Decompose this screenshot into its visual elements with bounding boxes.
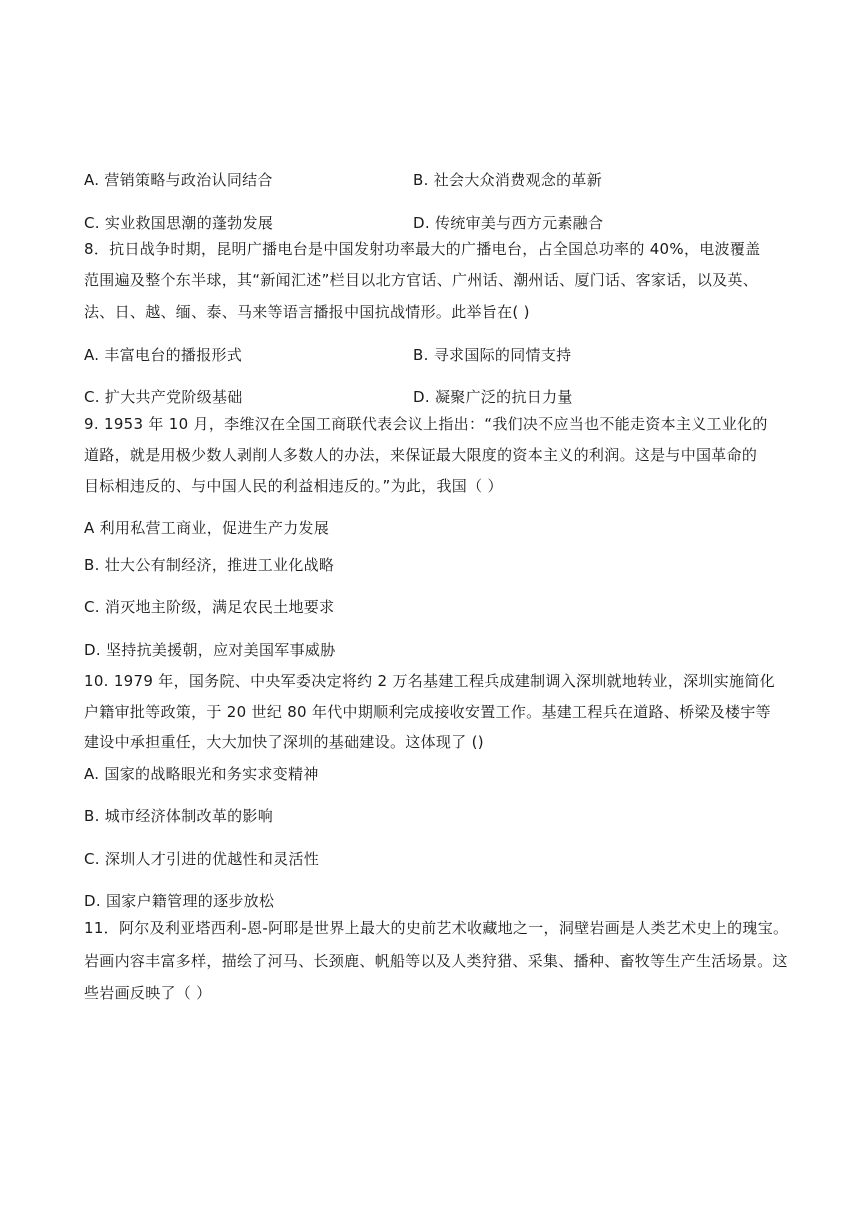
q9-stem-line-3: 目标相违反的、与中国人民的利益相违反的。”为此，我国（ ） xyxy=(84,477,503,495)
q10-option-c: C. 深圳人才引进的优越性和灵活性 xyxy=(84,850,320,868)
q11-stem-line-1: 11．阿尔及利亚塔西利-恩-阿耶是世界上最大的史前艺术收藏地之一，洞壁岩画是人类艺术史上的瑰宝。 xyxy=(84,919,789,937)
q7-option-b: B. 社会大众消费观念的革新 xyxy=(413,171,603,189)
q9-option-c: C. 消灭地主阶级，满足农民土地要求 xyxy=(84,598,335,616)
q7-option-d: D. 传统审美与西方元素融合 xyxy=(413,214,604,232)
q10-option-b: B. 城市经济体制改革的影响 xyxy=(84,807,274,825)
q10-stem-line-1: 10. 1979 年，国务院、中央军委决定将约 2 万名基建工程兵成建制调入深圳就地转业，深圳实施简化 xyxy=(84,672,775,690)
q9-option-a: A 利用私营工商业，促进生产力发展 xyxy=(84,519,330,537)
q8-option-b: B. 寻求国际的同情支持 xyxy=(413,346,572,364)
q7-option-a: A. 营销策略与政治认同结合 xyxy=(84,171,273,189)
q8-option-c: C. 扩大共产党阶级基础 xyxy=(84,388,243,406)
q8-option-a: A. 丰富电台的播报形式 xyxy=(84,346,243,364)
q8-stem-line-2: 范围遍及整个东半球，其“新闻汇述”栏目以北方官话、广州话、潮州话、厦门话、客家话，以及英、 xyxy=(84,271,759,289)
q10-option-a: A. 国家的战略眼光和务实求变精神 xyxy=(84,765,319,783)
q9-option-b: B. 壮大公有制经济，推进工业化战略 xyxy=(84,556,335,574)
q11-stem-line-2: 岩画内容丰富多样，描绘了河马、长颈鹿、帆船等以及人类狩猎、采集、播种、畜牧等生产生活场景。这 xyxy=(84,952,788,970)
q8-option-d: D. 凝聚广泛的抗日力量 xyxy=(413,388,573,406)
q8-stem-line-1: 8．抗日战争时期，昆明广播电台是中国发射功率最大的广播电台，占全国总功率的 40%，电波覆盖 xyxy=(84,240,761,258)
q8-stem-line-3: 法、日、越、缅、泰、马来等语言播报中国抗战情形。此举旨在( ) xyxy=(84,303,530,321)
q9-option-d: D. 坚持抗美援朝，应对美国军事威胁 xyxy=(84,641,336,659)
q9-stem-line-1: 9. 1953 年 10 月，李维汉在全国工商联代表会议上指出：“我们决不应当也不能走资本主义工业化的 xyxy=(84,415,768,433)
q7-option-c: C. 实业救国思潮的蓬勃发展 xyxy=(84,214,274,232)
q10-stem-line-3: 建设中承担重任，大大加快了深圳的基础建设。这体现了 () xyxy=(84,733,484,751)
q10-option-d: D. 国家户籍管理的逐步放松 xyxy=(84,892,275,910)
q9-stem-line-2: 道路，就是用极少数人剥削人多数人的办法，来保证最大限度的资本主义的利润。这是与中国革命的 xyxy=(84,446,758,464)
q10-stem-line-2: 户籍审批等政策，于 20 世纪 80 年代中期顺利完成接收安置工作。基建工程兵在道路、桥梁及楼宇等 xyxy=(84,703,771,721)
q11-stem-line-3: 些岩画反映了（ ） xyxy=(84,984,212,1002)
